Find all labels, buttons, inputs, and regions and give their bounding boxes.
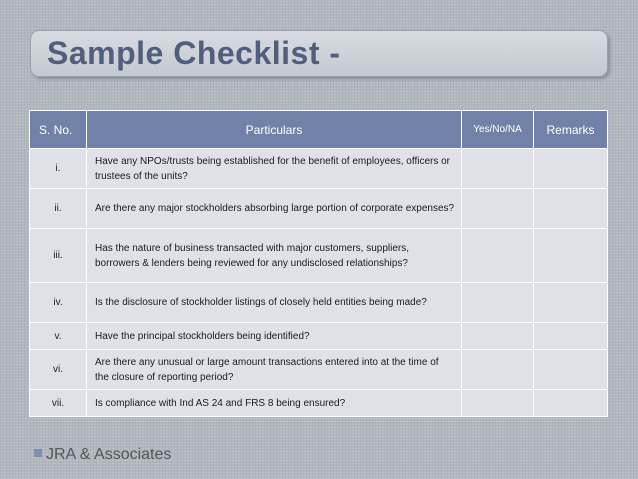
row-particulars: Have the principal stockholders being identified? (87, 323, 462, 350)
row-answer-cell (462, 229, 534, 283)
row-remarks-cell (534, 149, 608, 189)
footer (34, 446, 171, 464)
row-sno: i. (30, 149, 87, 189)
row-remarks-cell (534, 390, 608, 417)
page-title: Sample Checklist - (47, 35, 341, 71)
row-answer-cell (462, 350, 534, 390)
row-remarks-cell (534, 189, 608, 229)
checklist-table (29, 110, 608, 417)
row-answer-cell (462, 283, 534, 323)
row-sno: iv. (30, 283, 87, 323)
row-particulars: Is the disclosure of stockholder listings of closely held entities being made? (87, 283, 462, 323)
table-header-row (30, 111, 608, 149)
row-sno: ii. (30, 189, 87, 229)
row-sno: v. (30, 323, 87, 350)
row-particulars: Are there any major stockholders absorbing large portion of corporate expenses? (87, 189, 462, 229)
row-particulars: Have any NPOs/trusts being established for the benefit of employees, officers or trustees of the units? (87, 149, 462, 189)
table-row (30, 189, 608, 229)
table-row (30, 350, 608, 390)
header-particulars: Particulars (87, 111, 462, 149)
row-remarks-cell (534, 283, 608, 323)
square-bullet-icon (34, 449, 42, 457)
row-remarks-cell (534, 229, 608, 283)
title-banner (30, 30, 608, 77)
row-particulars: Is compliance with Ind AS 24 and FRS 8 being ensured? (87, 390, 462, 417)
row-answer-cell (462, 189, 534, 229)
row-particulars: Has the nature of business transacted with major customers, suppliers, borrowers & lenders being reviewed for any undisclosed relationships? (87, 229, 462, 283)
header-sno: S. No. (30, 111, 87, 149)
row-particulars: Are there any unusual or large amount transactions entered into at the time of the closure of reporting period? (87, 350, 462, 390)
header-yes-no-na: Yes/No/NA (462, 111, 534, 149)
table-row (30, 283, 608, 323)
footer-text: JRA & Associates (46, 446, 172, 463)
header-remarks: Remarks (534, 111, 608, 149)
row-sno: vi. (30, 350, 87, 390)
row-remarks-cell (534, 350, 608, 390)
table-row (30, 390, 608, 417)
table-row (30, 149, 608, 189)
row-sno: vii. (30, 390, 87, 417)
row-answer-cell (462, 149, 534, 189)
row-remarks-cell (534, 323, 608, 350)
table-row (30, 323, 608, 350)
row-sno: iii. (30, 229, 87, 283)
row-answer-cell (462, 323, 534, 350)
row-answer-cell (462, 390, 534, 417)
table-row (30, 229, 608, 283)
